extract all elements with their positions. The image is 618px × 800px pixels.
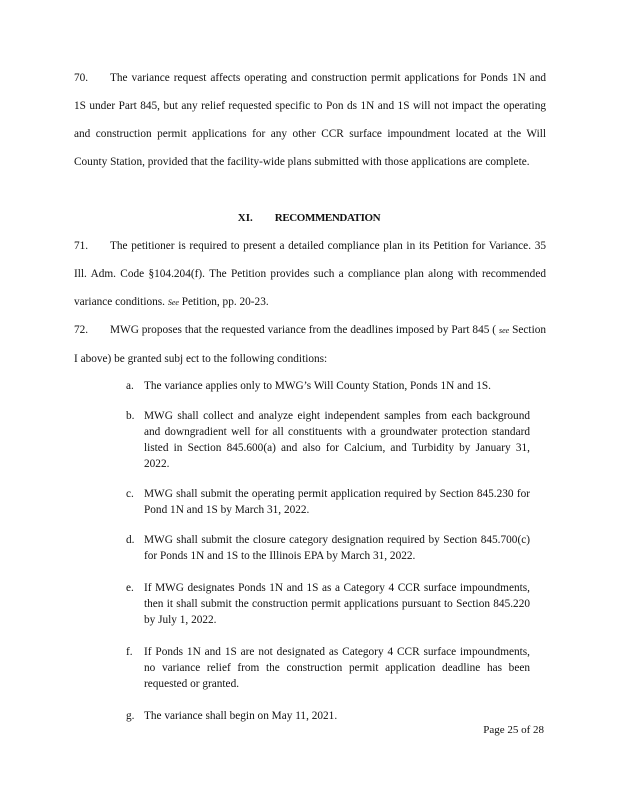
condition-text: MWG shall submit the closure category designation required by Section 845.700(c) for Ponds 1N and 1S to the Illinois EPA by March 31, 2022. [144, 534, 530, 562]
condition-e [126, 580, 530, 628]
condition-text: MWG shall collect and analyze eight independent samples from each background and downgradient well for all constituents with a groundwater protection standard listed in Section 845.600(a) and also for Calcium, and Turbidity by January 31, 2022. [144, 410, 530, 470]
condition-letter: a. [126, 380, 134, 392]
condition-letter: e. [126, 582, 134, 594]
section-number: XI. [237, 212, 253, 224]
paragraph-text: MWG proposes that the requested variance from the deadlines imposed by Part 845 ( [110, 324, 497, 336]
condition-text: The variance applies only to MWG’s Will County Station, Ponds 1N and 1S. [144, 380, 491, 392]
paragraph-number: 70. [74, 72, 89, 84]
condition-f [126, 644, 530, 692]
condition-c [126, 486, 530, 518]
page-number: Page 25 of 28 [483, 724, 544, 736]
paragraph-number: 72. [74, 324, 89, 336]
see-signal: See [167, 298, 179, 307]
condition-letter: g. [126, 710, 135, 722]
condition-text: The variance shall begin on May 11, 2021. [144, 710, 338, 722]
paragraph-text-continued: Section I above) be granted subj ect to the following conditions: [74, 324, 547, 365]
paragraph-number: 71. [74, 240, 89, 252]
section-title: RECOMMENDATION [274, 212, 381, 224]
paragraph-text: The petitioner is required to present a detailed compliance plan in its Petition for Variance. 35 Ill. Adm. Code §104.204(f). The Petition provides such a compliance plan along with recommended variance conditions. [74, 240, 546, 308]
paragraph-text: The variance request affects operating and construction permit applications for Ponds 1N and 1S under Part 845, but any relief requested specific to Pon ds 1N and 1S will not impact the operating and construction permit applications for any other CCR surface impoundment located at the Will County Station, provided that the facility-wide plans submitted with those applications are complete. [74, 72, 546, 168]
paragraph-71 [74, 232, 546, 317]
condition-text: MWG shall submit the operating permit application required by Section 845.230 for Pond 1N and 1S by March 31, 2022. [144, 488, 530, 516]
see-signal: see [498, 326, 510, 335]
paragraph-citation: Petition, pp. 20-23. [181, 296, 269, 308]
condition-b [126, 408, 530, 472]
condition-text: If Ponds 1N and 1S are not designated as Category 4 CCR surface impoundments, no variance relief from the construction permit application deadline has been requested or granted. [144, 646, 530, 690]
paragraph-72 [74, 316, 546, 373]
condition-letter: f. [126, 646, 133, 658]
section-heading [0, 206, 618, 230]
condition-letter: d. [126, 534, 135, 546]
paragraph-70 [74, 64, 546, 176]
condition-letter: b. [126, 410, 135, 422]
condition-a [126, 378, 530, 394]
condition-d [126, 532, 530, 564]
condition-text: If MWG designates Ponds 1N and 1S as a Category 4 CCR surface impoundments, then it shall submit the construction permit applications pursuant to Section 845.220 by July 1, 2022. [144, 582, 530, 626]
condition-letter: c. [126, 488, 134, 500]
